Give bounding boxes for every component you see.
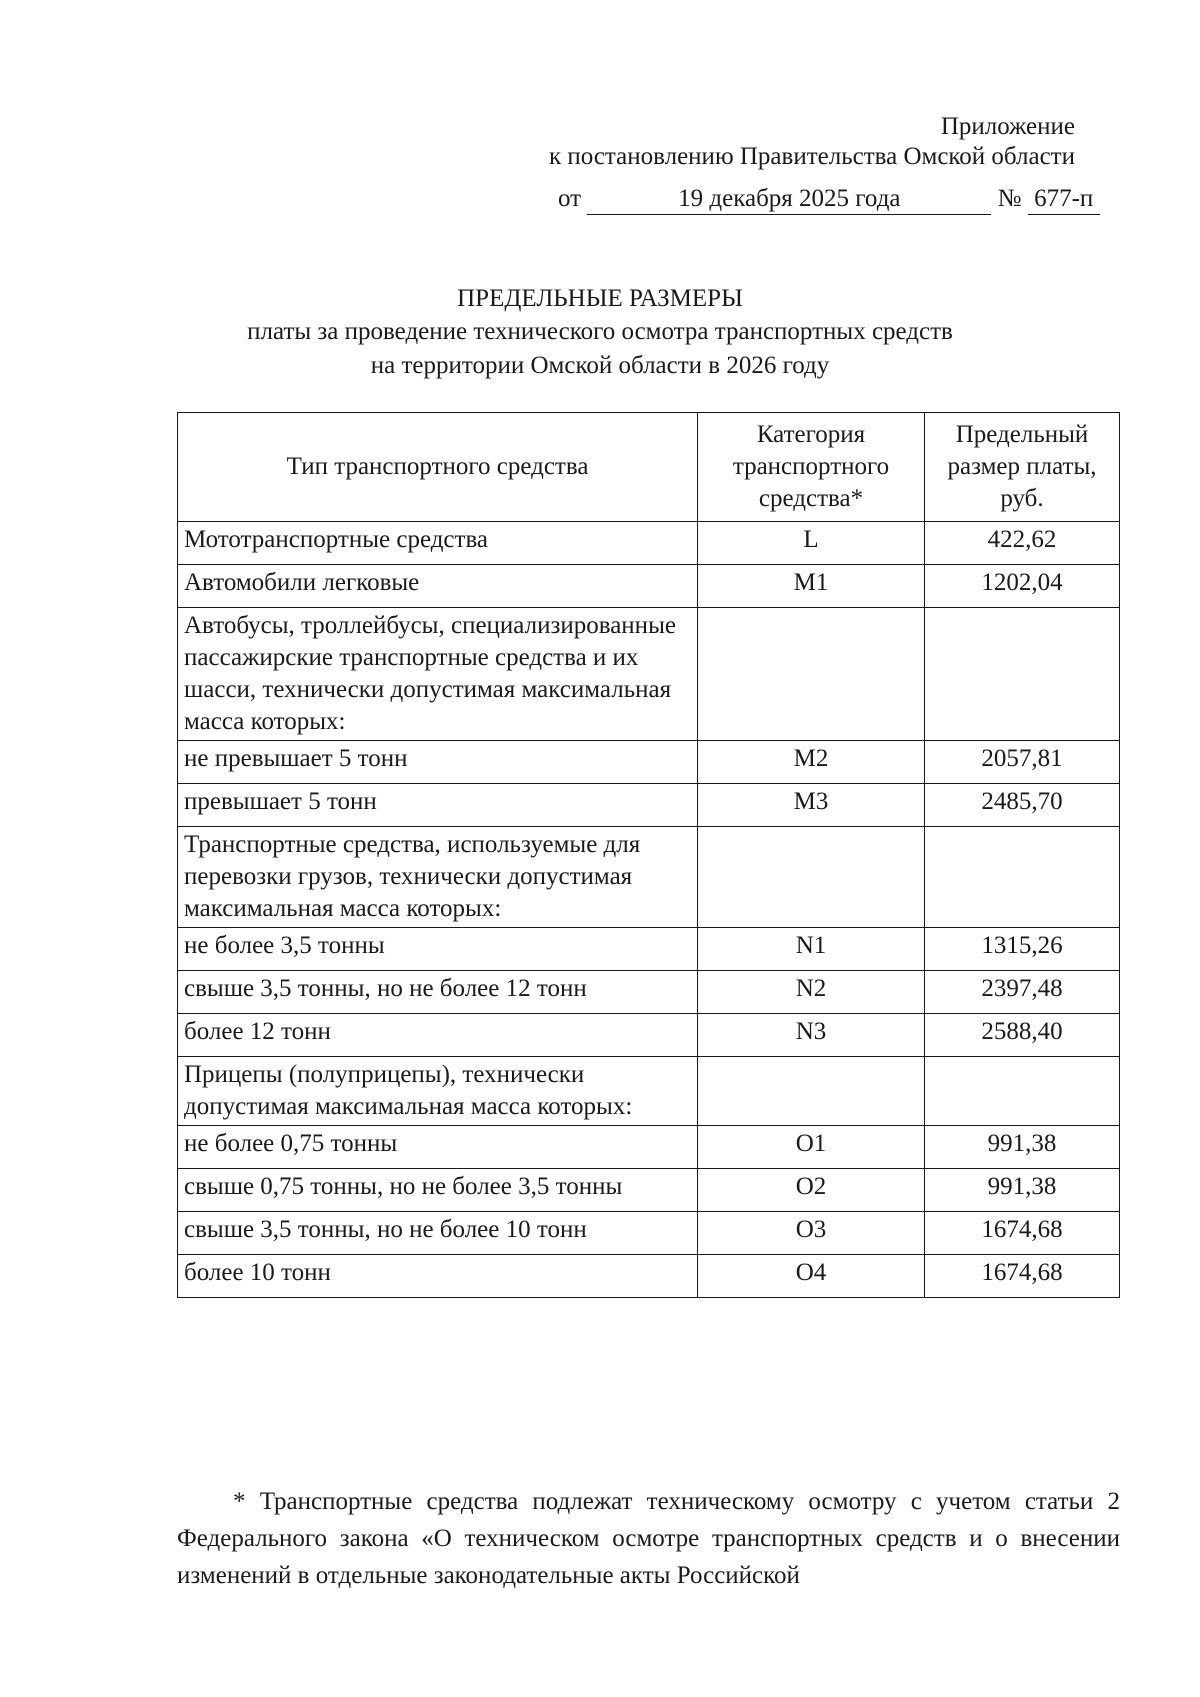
- fee-cell: [925, 827, 1120, 928]
- table-group-row: [178, 827, 1120, 928]
- fee-cell: 1202,04: [925, 565, 1120, 608]
- category-cell: [698, 1057, 925, 1126]
- appendix-header: [475, 112, 1075, 172]
- fee-cell: 1674,68: [925, 1212, 1120, 1255]
- category-cell: N3: [698, 1014, 925, 1057]
- decree-date: 19 декабря 2025 года: [587, 184, 991, 215]
- table-row: [178, 1212, 1120, 1255]
- fee-cell: [925, 1057, 1120, 1126]
- vehicle-type-cell: свыше 3,5 тонны, но не более 12 тонн: [178, 971, 698, 1014]
- category-cell: O1: [698, 1126, 925, 1169]
- fee-table: [177, 412, 1120, 1298]
- table-group-row: [178, 1057, 1120, 1126]
- vehicle-type-cell: более 12 тонн: [178, 1014, 698, 1057]
- table-row: [178, 741, 1120, 784]
- document-subtitle-line2: на территории Омской области в 2026 году: [370, 352, 830, 379]
- vehicle-type-cell: Автомобили легковые: [178, 565, 698, 608]
- category-cell: N2: [698, 971, 925, 1014]
- decree-reference: к постановлению Правительства Омской области: [548, 143, 1075, 170]
- table-row: [178, 565, 1120, 608]
- vehicle-type-cell: Мототранспортные средства: [178, 522, 698, 565]
- category-cell: N1: [698, 928, 925, 971]
- vehicle-type-cell: более 10 тонн: [178, 1255, 698, 1298]
- fee-cell: 1315,26: [925, 928, 1120, 971]
- table-row: [178, 784, 1120, 827]
- number-label: №: [997, 185, 1022, 212]
- fee-cell: 2588,40: [925, 1014, 1120, 1057]
- category-cell: M1: [698, 565, 925, 608]
- fee-cell: [925, 608, 1120, 741]
- table-header-row: [178, 413, 1120, 522]
- table-row: [178, 928, 1120, 971]
- vehicle-type-cell: не превышает 5 тонн: [178, 741, 698, 784]
- vehicle-type-cell: превышает 5 тонн: [178, 784, 698, 827]
- fee-cell: 991,38: [925, 1126, 1120, 1169]
- table-row: [178, 971, 1120, 1014]
- fee-cell: 991,38: [925, 1169, 1120, 1212]
- vehicle-group-cell: Прицепы (полуприцепы), технически допустимая максимальная масса которых:: [178, 1057, 698, 1126]
- category-cell: O3: [698, 1212, 925, 1255]
- vehicle-group-cell: Транспортные средства, используемые для перевозки грузов, технически допустимая максимальная масса которых:: [178, 827, 698, 928]
- decree-date-line: [558, 184, 1100, 215]
- header-vehicle-category: Категория транспортного средства*: [698, 413, 925, 522]
- fee-cell: 1674,68: [925, 1255, 1120, 1298]
- vehicle-type-cell: свыше 3,5 тонны, но не более 10 тонн: [178, 1212, 698, 1255]
- vehicle-type-cell: свыше 0,75 тонны, но не более 3,5 тонны: [178, 1169, 698, 1212]
- table-row: [178, 1255, 1120, 1298]
- fee-cell: 2057,81: [925, 741, 1120, 784]
- header-vehicle-type: Тип транспортного средства: [178, 413, 698, 522]
- table-row: [178, 522, 1120, 565]
- category-cell: O2: [698, 1169, 925, 1212]
- vehicle-type-cell: не более 0,75 тонны: [178, 1126, 698, 1169]
- category-cell: M3: [698, 784, 925, 827]
- table-row: [178, 1126, 1120, 1169]
- table-row: [178, 1014, 1120, 1057]
- fee-cell: 2485,70: [925, 784, 1120, 827]
- category-cell: M2: [698, 741, 925, 784]
- document-subtitle-line1: платы за проведение технического осмотра транспортных средств: [247, 318, 953, 345]
- table-row: [178, 1169, 1120, 1212]
- header-fee-limit: Предельный размер платы, руб.: [925, 413, 1120, 522]
- decree-number: 677-п: [1028, 184, 1100, 215]
- category-cell: [698, 608, 925, 741]
- category-cell: O4: [698, 1255, 925, 1298]
- category-cell: L: [698, 522, 925, 565]
- from-label: от: [558, 185, 582, 212]
- vehicle-type-cell: не более 3,5 тонны: [178, 928, 698, 971]
- fee-cell: 422,62: [925, 522, 1120, 565]
- footnote: [177, 1483, 1120, 1594]
- appendix-label: Приложение: [940, 113, 1075, 140]
- category-cell: [698, 827, 925, 928]
- fee-cell: 2397,48: [925, 971, 1120, 1014]
- footnote-text: * Транспортные средства подлежат техническому осмотру с учетом статьи 2 Федерального закона «О техническом осмотре транспортных средств и о внесении изменений в отдельные законодательные акты Российской: [177, 1488, 1120, 1589]
- document-title: ПРЕДЕЛЬНЫЕ РАЗМЕРЫ: [457, 285, 743, 312]
- vehicle-group-cell: Автобусы, троллейбусы, специализированные пассажирские транспортные средства и их шасси, технически допустимая максимальная масса которых:: [178, 608, 698, 741]
- table-group-row: [178, 608, 1120, 741]
